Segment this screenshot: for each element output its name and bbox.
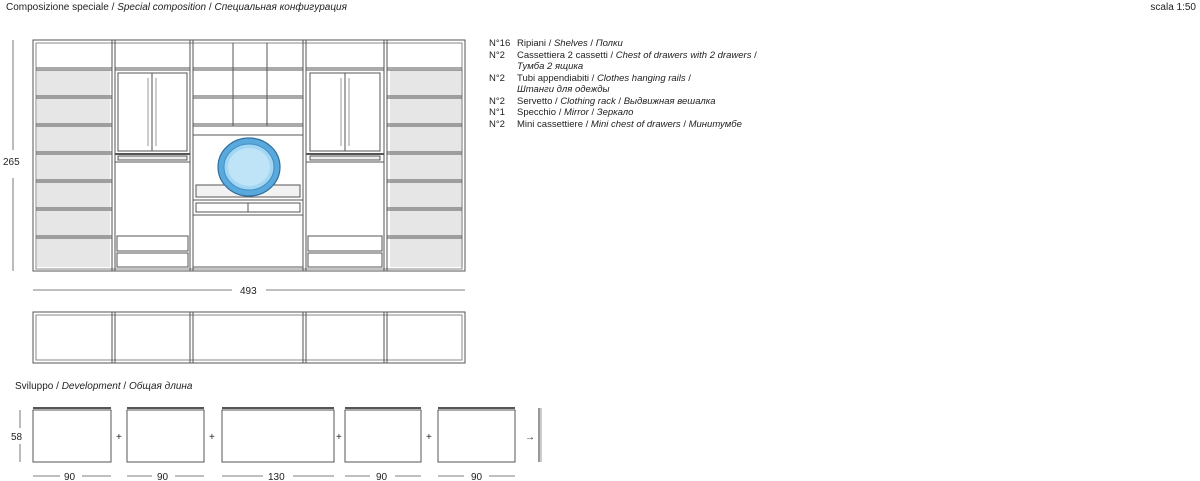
- legend-item: N°2 Servetto / Clothing rack / Выдвижная вешалка: [489, 95, 716, 107]
- legend-item: N°2 Cassettiera 2 cassetti / Chest of drawers with 2 drawers /: [489, 49, 757, 61]
- legend-item: N°1 Specchio / Mirror / Зеркало: [489, 107, 634, 118]
- legend-item-continuation: Тумба 2 ящика: [517, 61, 584, 72]
- module-width-1: 90: [64, 472, 76, 481]
- legend-item: N°16 Ripiani / Shelves / Полки: [489, 38, 623, 49]
- module-width-3: 130: [268, 472, 285, 481]
- width-value: 493: [240, 286, 257, 297]
- joiner-1: +: [116, 432, 122, 443]
- arrow-right-icon: →: [525, 432, 535, 443]
- module-5: [438, 408, 515, 462]
- module-width-4: 90: [376, 472, 388, 481]
- module-1: [33, 408, 111, 462]
- module-2: [127, 408, 204, 462]
- components-legend: [489, 38, 757, 130]
- module-width-2: 90: [157, 472, 169, 481]
- hanging-bay-right: [306, 68, 384, 267]
- height-value: 265: [3, 157, 20, 168]
- legend-item: N°2 Mini cassettiere / Mini chest of drawers / Минитумбе: [489, 118, 742, 130]
- plan-view: [33, 312, 465, 363]
- composition-title: Composizione speciale / Special composition / Специальная конфигурация: [6, 2, 347, 13]
- legend-item-continuation: Штанги для одежды: [517, 84, 610, 95]
- end-panel: [539, 408, 541, 462]
- scale-label: scala 1:50: [1150, 2, 1196, 13]
- module-4: [345, 408, 421, 462]
- legend-item: N°2 Tubi appendiabiti / Clothes hanging rails /: [489, 72, 691, 84]
- development-title: Sviluppo / Development / Общая длина: [15, 381, 193, 392]
- joiner-3: +: [336, 432, 342, 443]
- development-modules: [33, 408, 541, 462]
- module-width-5: 90: [471, 472, 483, 481]
- depth-value: 58: [11, 432, 23, 443]
- front-elevation: [33, 40, 465, 271]
- joiner-2: +: [209, 432, 215, 443]
- mirror-icon: [218, 138, 280, 196]
- hanging-bay-left: [115, 68, 190, 267]
- joiner-4: +: [426, 432, 432, 443]
- module-3: [222, 408, 334, 462]
